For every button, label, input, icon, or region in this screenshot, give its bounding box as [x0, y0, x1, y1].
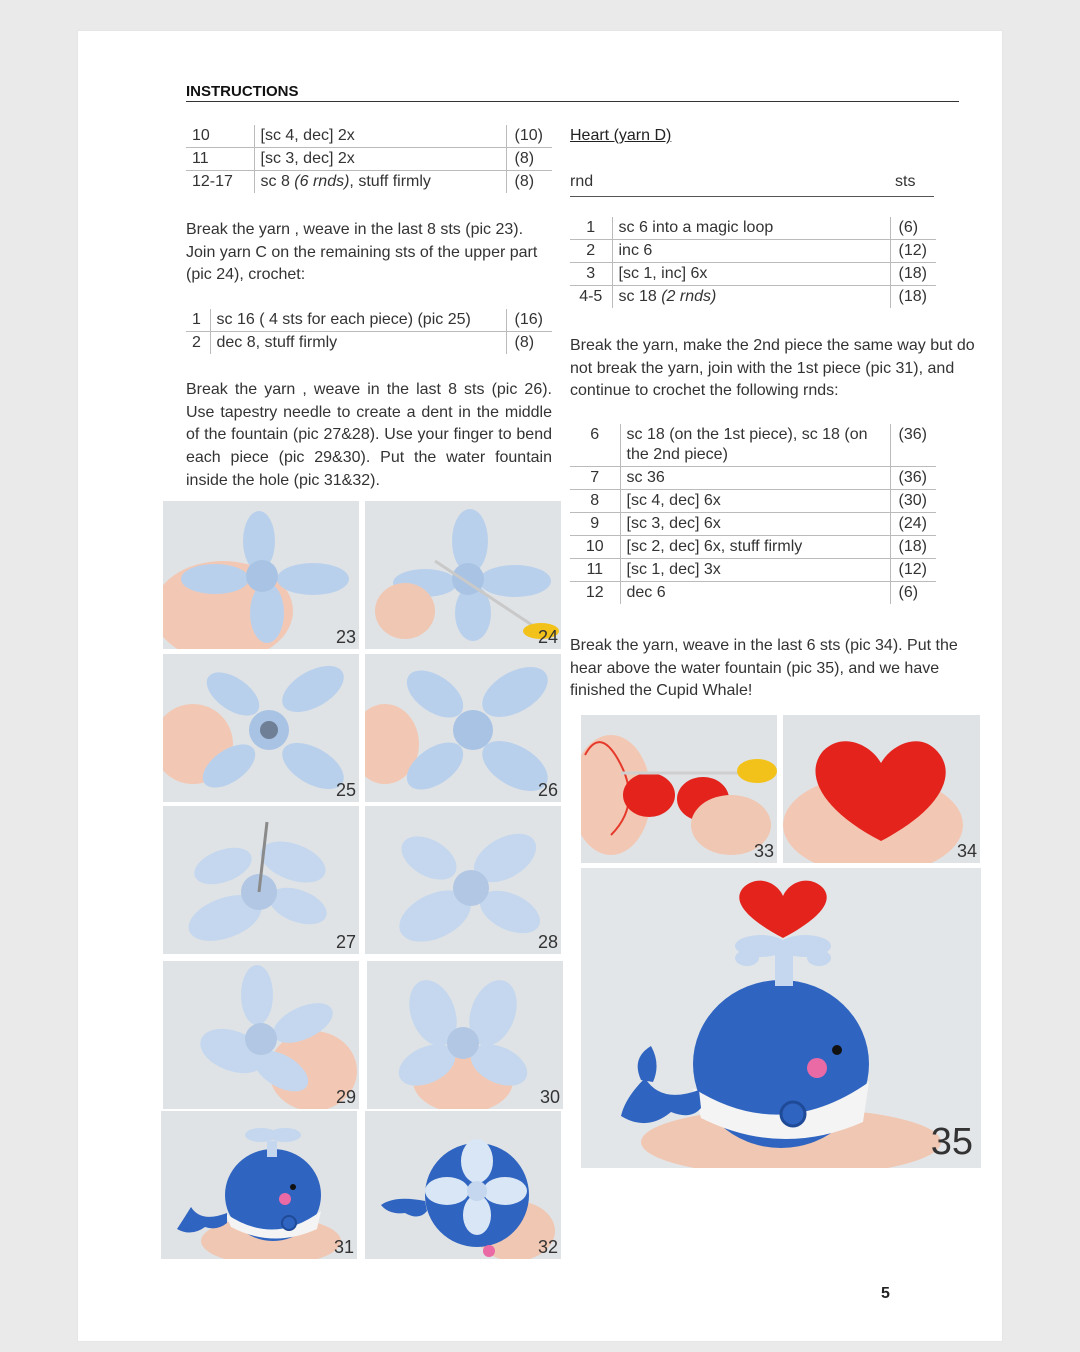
heading-divider — [186, 101, 959, 102]
photo-number: 32 — [537, 1237, 558, 1257]
table-row — [186, 309, 552, 332]
photo-number: 33 — [753, 841, 774, 861]
table-row — [186, 125, 552, 148]
round-number: 6 — [570, 424, 620, 467]
column-rnd: rnd — [570, 173, 594, 190]
photo-number: 34 — [956, 841, 977, 861]
photo-24 — [365, 501, 561, 649]
table-row — [570, 490, 936, 513]
round-number: 11 — [570, 559, 620, 582]
round-table-fountain — [186, 309, 552, 354]
round-number: 4-5 — [570, 286, 612, 309]
round-table-heart — [570, 217, 936, 308]
stitch-count: (36) — [890, 467, 936, 490]
round-instruction: sc 36 — [620, 467, 890, 490]
stitch-count: (18) — [890, 536, 936, 559]
round-number: 12 — [570, 582, 620, 605]
stitch-count: (12) — [890, 240, 936, 263]
heart-section-title: Heart (yarn D) — [570, 127, 672, 144]
heart-table-header — [570, 173, 934, 197]
round-table-body — [186, 125, 552, 193]
section-heading: INSTRUCTIONS — [186, 83, 299, 100]
flower-piece-illustration — [163, 806, 359, 954]
photo-number: 31 — [333, 1237, 354, 1257]
photo-number: 25 — [335, 780, 356, 800]
photo-34 — [783, 715, 980, 863]
round-instruction: [sc 1, dec] 3x — [620, 559, 890, 582]
whale-illustration — [365, 1111, 561, 1259]
stitch-count: (36) — [898, 426, 927, 443]
photo-29 — [163, 961, 359, 1109]
round-number: 11 — [186, 148, 254, 171]
round-number: 10 — [570, 536, 620, 559]
round-instruction: [sc 3, dec] 6x — [620, 513, 890, 536]
round-instruction: [sc 4, dec] 6x — [620, 490, 890, 513]
stitch-count: (12) — [890, 559, 936, 582]
stitch-count: (6) — [890, 582, 936, 605]
stitch-count: (8) — [506, 171, 552, 194]
stitch-count: (18) — [890, 263, 936, 286]
paragraph-finish: Break the yarn, weave in the last 6 sts (pic 34). Put the hear above the water fountain (pic 35), and we have finished the Cupid Whale! — [570, 637, 958, 700]
round-instruction: sc 18 (2 rnds) — [612, 286, 890, 309]
flower-piece-illustration — [163, 961, 359, 1109]
photo-35 — [581, 868, 981, 1168]
table-row — [570, 582, 936, 605]
stitch-count: (10) — [514, 127, 543, 144]
round-number: 1 — [186, 309, 210, 332]
column-sts: sts — [895, 173, 916, 190]
photo-number: 35 — [930, 1121, 973, 1163]
paragraph-break-yarn: Break the yarn , weave in the last 8 sts (pic 23). Join yarn C on the remaining sts of the upper part (pic 24), crochet: — [186, 221, 538, 284]
round-instruction: [sc 3, dec] 2x — [254, 148, 506, 171]
table-row — [186, 148, 552, 171]
round-table-heart-join — [570, 424, 936, 604]
round-instruction: sc 16 ( 4 sts for each piece) (pic 25) — [210, 309, 506, 332]
round-instruction: [sc 4, dec] 2x — [254, 125, 506, 148]
stitch-count: (16) — [514, 311, 543, 328]
round-number: 7 — [570, 467, 620, 490]
round-number: 2 — [186, 332, 210, 355]
instruction-text: sc 8 (6 rnds), stuff firmly — [260, 173, 431, 190]
photo-32 — [365, 1111, 561, 1259]
flower-piece-illustration — [163, 501, 359, 649]
heart-illustration — [783, 715, 980, 863]
flower-piece-illustration — [163, 654, 359, 802]
page-number: 5 — [881, 1285, 890, 1302]
photo-number: 23 — [335, 627, 356, 647]
table-row — [570, 559, 936, 582]
table-row — [186, 332, 552, 355]
photo-number: 28 — [537, 932, 558, 952]
stitch-count: (18) — [890, 286, 936, 309]
flower-piece-illustration — [365, 654, 561, 802]
photo-number: 27 — [335, 932, 356, 952]
table-row — [570, 263, 936, 286]
document-page — [77, 30, 1003, 1342]
photo-33 — [581, 715, 777, 863]
photo-31 — [161, 1111, 357, 1259]
paragraph-heart-join: Break the yarn, make the 2nd piece the same way but do not break the yarn, join with the 1st piece (pic 31), and continue to crochet the following rnds: — [570, 337, 975, 400]
photo-25 — [163, 654, 359, 802]
photo-number: 24 — [537, 627, 558, 647]
flower-piece-illustration — [367, 961, 563, 1109]
table-row — [570, 536, 936, 559]
table-row — [570, 217, 936, 240]
round-instruction: dec 6 — [620, 582, 890, 605]
round-number: 9 — [570, 513, 620, 536]
heart-pieces-illustration — [581, 715, 777, 863]
table-row — [570, 286, 936, 309]
round-instruction: sc 6 into a magic loop — [612, 217, 890, 240]
flower-piece-illustration — [365, 806, 561, 954]
whale-illustration — [161, 1111, 357, 1259]
photo-30 — [367, 961, 563, 1109]
photo-number: 30 — [539, 1087, 560, 1107]
round-instruction: sc 18 (on the 1st piece), sc 18 (on the 2nd piece) — [620, 424, 890, 467]
photo-27 — [163, 806, 359, 954]
round-instruction: dec 8, stuff firmly — [210, 332, 506, 355]
table-row — [570, 424, 936, 467]
round-number: 1 — [570, 217, 612, 240]
photo-number: 29 — [335, 1087, 356, 1107]
stitch-count: (24) — [890, 513, 936, 536]
stitch-count: (6) — [898, 219, 919, 236]
stitch-count: (8) — [506, 148, 552, 171]
round-number: 8 — [570, 490, 620, 513]
stitch-count: (8) — [506, 332, 552, 355]
round-instruction — [254, 171, 506, 194]
paragraph-fountain: Break the yarn , weave in the last 8 sts (pic 26). Use tapestry needle to create a dent in the middle of the fountain (pic 27&28). Use your finger to bend each piece (pic 29&30). Put the water fountain inside the hole (pic 31&32). — [186, 381, 552, 489]
table-row — [570, 513, 936, 536]
round-instruction: [sc 1, inc] 6x — [612, 263, 890, 286]
round-instruction: [sc 2, dec] 6x, stuff firmly — [620, 536, 890, 559]
round-number: 12-17 — [186, 171, 254, 194]
stitch-count: (30) — [890, 490, 936, 513]
round-number: 3 — [570, 263, 612, 286]
table-row — [186, 171, 552, 194]
round-number: 2 — [570, 240, 612, 263]
whale-with-heart-illustration — [581, 868, 981, 1168]
photo-28 — [365, 806, 561, 954]
flower-piece-illustration — [365, 501, 561, 649]
photo-23 — [163, 501, 359, 649]
round-number: 10 — [186, 125, 254, 148]
photo-number: 26 — [537, 780, 558, 800]
round-instruction: inc 6 — [612, 240, 890, 263]
photo-26 — [365, 654, 561, 802]
table-row — [570, 240, 936, 263]
table-row — [570, 467, 936, 490]
